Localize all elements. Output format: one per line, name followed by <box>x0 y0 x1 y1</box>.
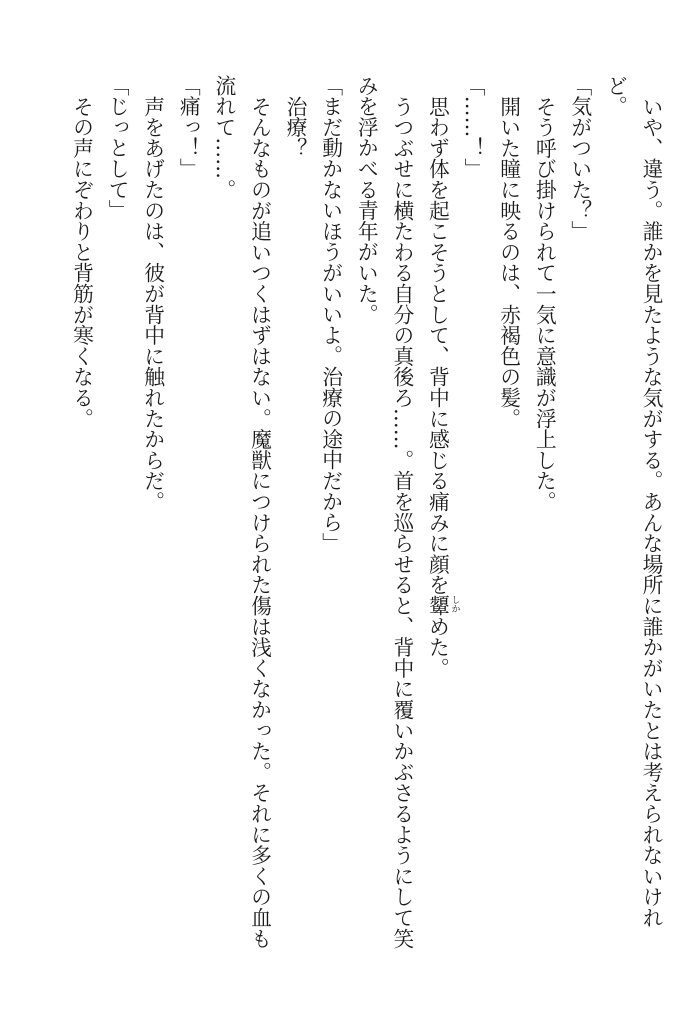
narration-line: そんなものが追いつくはずはない。魔獣につけられた傷は浅くなかった。それに多くの血も <box>247 95 272 949</box>
narration-line: いや、違う。誰かを見たような気がする。あんな場所に誰かがいたとは考えられないけれ <box>639 95 663 928</box>
body-text <box>62 75 668 975</box>
ruby-annotation: しか <box>449 595 460 613</box>
narration-line: その声にぞわりと背筋が寒くなる。 <box>69 95 94 429</box>
narration-line: ど。 <box>603 75 628 117</box>
dialogue-line: 「痛っ！」 <box>176 75 201 179</box>
dialogue-line: 「まだ動かないほうがいいよ。治療の途中だから」 <box>318 75 343 554</box>
line-segment: めた。 <box>425 615 450 679</box>
narration-line: うつぶせに横たわる自分の真後ろ……。首を巡らせると、背中に覆いかぶさるようにして笑 <box>389 95 414 949</box>
dialogue-line: 「……！」 <box>461 75 486 179</box>
dialogue-line: 「気がついた？」 <box>567 75 592 242</box>
narration-line: 声をあげたのは、彼が背中に触れたからだ。 <box>140 95 165 512</box>
line-segment: 思わず体を起こそうとして、背中に感じる痛みに顔を <box>425 95 450 595</box>
ruby-base: 顰 <box>425 595 450 616</box>
narration-line: みを浮かべる青年がいた。 <box>354 75 379 325</box>
dialogue-line: 「じっとして」 <box>105 75 130 221</box>
ruby-group <box>425 595 460 616</box>
narration-line: 治療？ <box>283 95 308 159</box>
narration-line: 開いた瞳に映るのは、赤褐色の髪。 <box>496 95 521 429</box>
narration-line: 流れて……。 <box>211 75 236 200</box>
narration-line: そう呼び掛けられて一気に意識が浮上した。 <box>532 95 557 512</box>
narration-line <box>419 75 460 975</box>
